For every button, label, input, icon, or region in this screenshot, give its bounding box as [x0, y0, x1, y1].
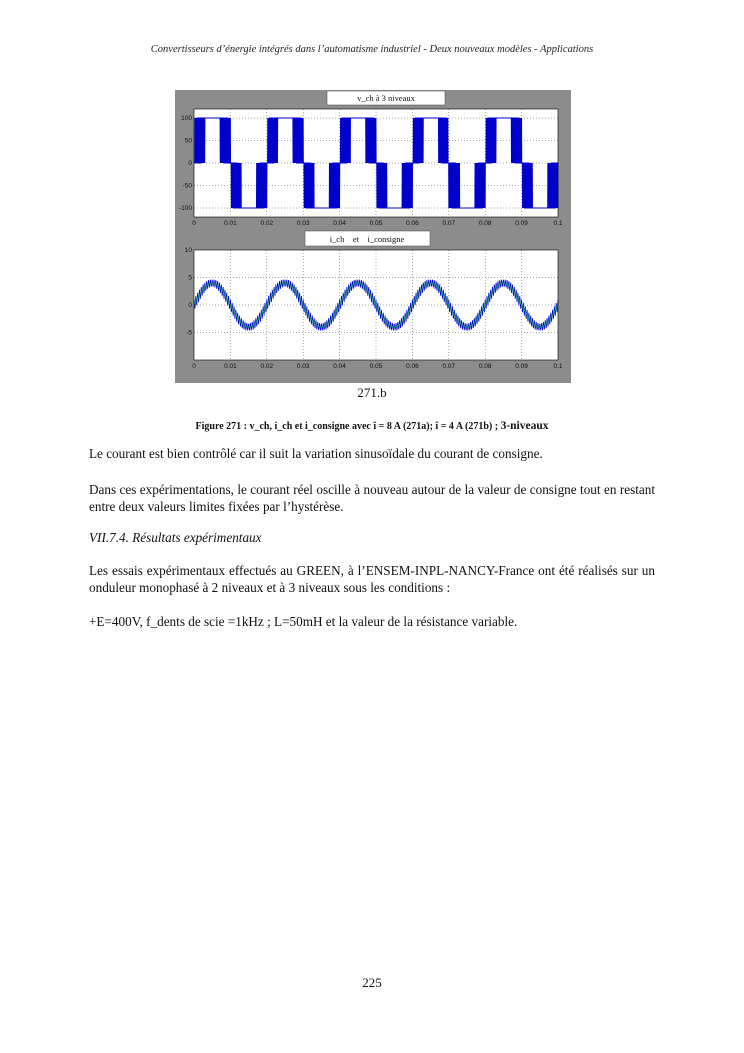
x-tick-label: 0.08 [478, 363, 492, 370]
x-tick-label: 0.01 [224, 220, 237, 227]
caption-tail: 3-niveaux [500, 420, 549, 432]
title-box-ich [305, 231, 430, 246]
y-tick-label: -50 [182, 182, 192, 190]
y-tick-label: 0 [188, 302, 192, 310]
y-tick-label: 50 [184, 137, 192, 145]
y-tick-label: 100 [181, 115, 192, 123]
x-tick-label: 0 [192, 363, 196, 370]
y-tick-label: 0 [188, 160, 192, 168]
x-tick-label: 0.02 [260, 363, 274, 370]
section-heading: VII.7.4. Résultats expérimentaux [89, 530, 262, 545]
figure-svg [175, 90, 571, 383]
x-tick-label: 0.01 [224, 363, 237, 370]
x-tick-label: 0.06 [406, 220, 419, 227]
y-tick-label: 5 [188, 274, 192, 282]
x-tick-label: 0.05 [369, 363, 383, 370]
x-tick-label: 0.1 [553, 220, 563, 227]
x-tick-label: 0.09 [515, 220, 528, 227]
x-tick-label: 0.03 [296, 220, 310, 227]
paragraph-2: Dans ces expérimentations, le courant réel oscille à nouveau autour de la valeur de consigne tout en restant entre deux valeurs limites fixées par l’hystérèse. [89, 482, 655, 514]
x-tick-label: 0.02 [260, 220, 274, 227]
x-tick-label: 0.04 [333, 220, 346, 227]
x-tick-label: 0.04 [333, 363, 346, 370]
x-tick-label: 0.07 [442, 363, 456, 370]
page-number: 225 [362, 975, 382, 990]
plot-title-vch: v_ch à 3 niveaux [357, 93, 415, 103]
title-box-vch [327, 91, 445, 105]
y-tick-label: -5 [186, 329, 192, 337]
paragraph-3: Les essais expérimentaux effectués au GREEN, à l’ENSEM-INPL-NANCY-France ont été réalisés sur un onduleur monophasé à 2 niveaux et à 3 niveaux sous les conditions : [89, 563, 655, 595]
x-tick-label: 0.1 [553, 363, 563, 370]
x-tick-label: 0.08 [478, 220, 492, 227]
paragraph-4: +E=400V, f_dents de scie =1kHz ; L=50mH et la valeur de la résistance variable. [89, 614, 518, 629]
y-tick-label: 10 [184, 247, 192, 255]
x-tick-label: 0 [192, 220, 196, 227]
x-tick-label: 0.03 [296, 363, 310, 370]
figure-sublabel: 271.b [357, 385, 387, 400]
x-tick-label: 0.07 [442, 220, 456, 227]
figure-271b [175, 90, 571, 383]
x-tick-label: 0.09 [515, 363, 528, 370]
x-tick-label: 0.06 [406, 363, 419, 370]
figure-caption [0, 420, 744, 432]
running-header: Convertisseurs d’énergie intégrés dans l’automatisme industriel - Deux nouveaux modèles - Applications [150, 44, 594, 55]
x-tick-label: 0.05 [369, 220, 383, 227]
paragraph-1: Le courant est bien contrôlé car il suit la variation sinusoïdale du courant de consigne. [89, 446, 543, 461]
plot-title-ich: i_ch et i_consigne [329, 234, 405, 244]
caption-main: Figure 271 : v_ch, i_ch et i_consigne avec î = 8 A (271a); î = 4 A (271b) ; [195, 421, 501, 432]
y-tick-label: -100 [178, 205, 192, 213]
